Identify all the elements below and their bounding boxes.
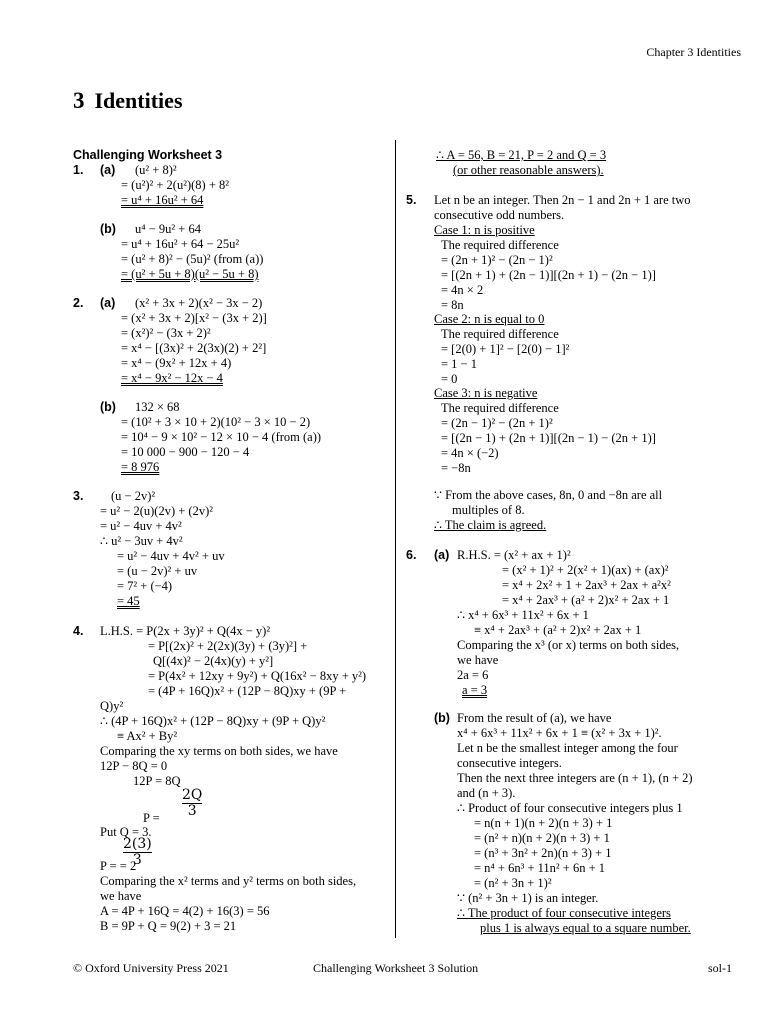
right-column-line: = (n² + n)(n + 2)(n + 3) + 1 — [474, 831, 610, 845]
right-column-line: multiples of 8. — [452, 503, 525, 517]
left-column-line: (u² + 8)² — [135, 163, 177, 177]
left-column-line: P = — [143, 811, 160, 825]
left-column-line: = (u²)² + 2(u²)(8) + 8² — [121, 178, 229, 192]
footer-right: sol-1 — [708, 961, 732, 975]
left-column-line: (a) — [100, 163, 116, 177]
left-column-line: = (x² + 3x + 2)[x² − (3x + 2)] — [121, 311, 267, 325]
left-column-line: Comparing the xy terms on both sides, we have — [100, 744, 338, 758]
left-column-line: = P[(2x)² + 2(2x)(3y) + (3y)²] + — [148, 639, 308, 653]
left-column-line: u⁴ − 9u² + 64 — [135, 222, 201, 236]
left-column-line: = (4P + 16Q)x² + (12P − 8Q)xy + (9P + — [148, 684, 347, 698]
right-column-line: The required difference — [441, 327, 559, 341]
left-column-line: = 10⁴ − 9 × 10² − 12 × 10 − 4 (from (a)) — [121, 430, 322, 444]
right-column-line: = (n³ + 3n² + 2n)(n + 3) + 1 — [474, 846, 612, 860]
right-column-line: ∴ Product of four consecutive integers plus 1 — [457, 801, 683, 815]
right-column-line: ∵ From the above cases, 8n, 0 and −8n are all — [434, 488, 663, 502]
left-column-line: 3. — [73, 489, 84, 503]
left-column-line: = (u² + 5u + 8)(u² − 5u + 8) — [121, 267, 259, 281]
right-column-line: = 4n × 2 — [441, 283, 484, 297]
left-column-line: Q)y² — [100, 699, 124, 713]
right-column-line: ∴ The claim is agreed. — [434, 518, 547, 532]
right-column-line: = 8n — [441, 298, 464, 312]
left-column-line: P = = 2 — [100, 859, 137, 873]
right-column-line: 5. — [406, 193, 417, 207]
right-column-line: ∴ The product of four consecutive integers — [457, 906, 671, 920]
right-column-line: The required difference — [441, 401, 559, 415]
left-column-line: = u⁴ + 16u² + 64 − 25u² — [121, 237, 240, 251]
left-column-line: = 10 000 − 900 − 120 − 4 — [121, 445, 250, 459]
left-column-line: = (x²)² − (3x + 2)² — [121, 326, 211, 340]
right-column-line: consecutive odd numbers. — [434, 208, 565, 222]
right-column-line: 2a = 6 — [457, 668, 489, 682]
left-column-line: L.H.S. = P(2x + 3y)² + Q(4x − y)² — [100, 624, 271, 638]
right-column-line: From the result of (a), we have — [457, 711, 612, 725]
fraction — [182, 788, 202, 819]
right-column-line: = (2n + 1)² − (2n − 1)² — [441, 253, 553, 267]
left-column-line: Put Q = 3. — [100, 825, 152, 839]
right-column-line: = [(2n − 1) + (2n + 1)][(2n − 1) − (2n + 1)] — [441, 431, 656, 445]
left-column-line: = x⁴ − 9x² − 12x − 4 — [121, 371, 223, 385]
left-column-line: = (u − 2v)² + uv — [117, 564, 198, 578]
left-column-line: = P(4x² + 12xy + 9y²) + Q(16x² − 8xy + y²) — [148, 669, 367, 683]
left-column-line: B = 9P + Q = 9(2) + 3 = 21 — [100, 919, 237, 933]
left-column-line: we have — [100, 889, 142, 903]
running-head: Chapter 3 Identities — [646, 45, 741, 59]
right-column-line: ∴ A = 56, B = 21, P = 2 and Q = 3 — [436, 148, 607, 162]
right-column-line: = n(n + 1)(n + 2)(n + 3) + 1 — [474, 816, 613, 830]
left-column-line: (u − 2v)² — [111, 489, 156, 503]
right-column-line: Let n be the smallest integer among the four — [457, 741, 678, 755]
left-column-line: ∴ (4P + 16Q)x² + (12P − 8Q)xy + (9P + Q)y² — [100, 714, 326, 728]
right-column-line: ≡ x⁴ + 2ax³ + (a² + 2)x² + 2ax + 1 — [474, 623, 642, 637]
right-column-line: = n⁴ + 6n³ + 11n² + 6n + 1 — [474, 861, 606, 875]
left-column-line: Challenging Worksheet 3 — [73, 148, 223, 162]
right-column-line: Case 2: n is equal to 0 — [434, 312, 545, 326]
left-column-line: Comparing the x² terms and y² terms on both sides, — [100, 874, 357, 888]
left-column-line: 12P − 8Q = 0 — [100, 759, 168, 773]
left-column-line: (b) — [100, 222, 116, 236]
right-column-line: = (n² + 3n + 1)² — [474, 876, 552, 890]
right-column-line: = x⁴ + 2x² + 1 + 2ax³ + 2ax + a²x² — [502, 578, 671, 592]
left-column-line: (a) — [100, 296, 116, 310]
left-column-line: = u² − 4uv + 4v² — [100, 519, 182, 533]
left-column-line: (b) — [100, 400, 116, 414]
right-column-line: Let n be an integer. Then 2n − 1 and 2n + 1 are two — [434, 193, 691, 207]
right-column-line: = −8n — [441, 461, 471, 475]
left-column-line: ∴ u² − 3uv + 4v² — [100, 534, 183, 548]
right-column-line: = [2(0) + 1]² − [2(0) − 1]² — [441, 342, 570, 356]
right-column-line: = (x² + 1)² + 2(x² + 1)(ax) + (ax)² — [502, 563, 669, 577]
right-column-line: ∵ (n² + 3n + 1) is an integer. — [457, 891, 599, 905]
left-column-line: = 45 — [117, 594, 140, 608]
chapter-number: 3 — [73, 88, 85, 113]
left-column-line: = (10² + 3 × 10 + 2)(10² − 3 × 10 − 2) — [121, 415, 311, 429]
right-column-line: Case 1: n is positive — [434, 223, 535, 237]
left-column-line: = (u² + 8)² − (5u)² (from (a)) — [121, 252, 264, 266]
fraction-numerator: 2Q — [182, 787, 203, 803]
right-column-line: Comparing the x³ (or x) terms on both sides, — [457, 638, 680, 652]
left-column-line: ≡ Ax² + By² — [117, 729, 178, 743]
right-column-line: ∴ x⁴ + 6x³ + 11x² + 6x + 1 — [457, 608, 589, 622]
right-column-line: we have — [457, 653, 499, 667]
right-column-line: = (2n − 1)² − (2n + 1)² — [441, 416, 553, 430]
right-column-line: = x⁴ + 2ax³ + (a² + 2)x² + 2ax + 1 — [502, 593, 670, 607]
right-column-line: (or other reasonable answers). — [453, 163, 604, 177]
left-column-line: = 8 976 — [121, 460, 160, 474]
right-column-line: Case 3: n is negative — [434, 386, 538, 400]
right-column-line: and (n + 3). — [457, 786, 516, 800]
left-column-line: = 7² + (−4) — [117, 579, 173, 593]
left-column-line: = x⁴ − [(3x)² + 2(3x)(2) + 2²] — [121, 341, 267, 355]
right-column-line: R.H.S. = (x² + ax + 1)² — [457, 548, 571, 562]
fraction-denominator: 3 — [132, 852, 142, 868]
chapter-title — [73, 88, 183, 114]
right-column-line: = 1 − 1 — [441, 357, 477, 371]
left-column-line: Q[(4x)² − 2(4x)(y) + y²] — [153, 654, 274, 668]
left-column-line: = u² − 4uv + 4v² + uv — [117, 549, 225, 563]
left-column-line: = u⁴ + 16u² + 64 — [121, 193, 204, 207]
fraction-numerator: 2(3) — [123, 836, 152, 852]
right-column-line: a = 3 — [462, 683, 488, 697]
left-column-line: 1. — [73, 163, 84, 177]
fraction-denominator: 3 — [187, 803, 197, 819]
left-column-line: (x² + 3x + 2)(x² − 3x − 2) — [135, 296, 263, 310]
left-column-line: 4. — [73, 624, 84, 638]
right-column-line: (a) — [434, 548, 450, 562]
right-column-line: plus 1 is always equal to a square number. — [480, 921, 691, 935]
right-column-line: 6. — [406, 548, 417, 562]
chapter-title-text: Identities — [94, 88, 183, 113]
footer-center: Challenging Worksheet 3 Solution — [313, 961, 479, 975]
fraction — [123, 837, 152, 868]
right-column-line: (b) — [434, 711, 450, 725]
left-column-line: = u² − 2(u)(2v) + (2v)² — [100, 504, 213, 518]
left-column-line: 132 × 68 — [135, 400, 180, 414]
left-column-line: A = 4P + 16Q = 4(2) + 16(3) = 56 — [100, 904, 270, 918]
left-column-line: 2. — [73, 296, 84, 310]
right-column-line: = 4n × (−2) — [441, 446, 499, 460]
right-column-line: = 0 — [441, 372, 458, 386]
right-column-line: The required difference — [441, 238, 559, 252]
right-column-line: consecutive integers. — [457, 756, 562, 770]
left-column-line: 12P = 8Q — [133, 774, 181, 788]
left-column-line: = x⁴ − (9x² + 12x + 4) — [121, 356, 232, 370]
column-divider — [395, 140, 396, 938]
right-column-line: Then the next three integers are (n + 1), (n + 2) — [457, 771, 693, 785]
footer-left: © Oxford University Press 2021 — [73, 961, 229, 975]
right-column-line: x⁴ + 6x³ + 11x² + 6x + 1 ≡ (x² + 3x + 1)². — [457, 726, 662, 740]
right-column-line: = [(2n + 1) + (2n − 1)][(2n + 1) − (2n − 1)] — [441, 268, 656, 282]
